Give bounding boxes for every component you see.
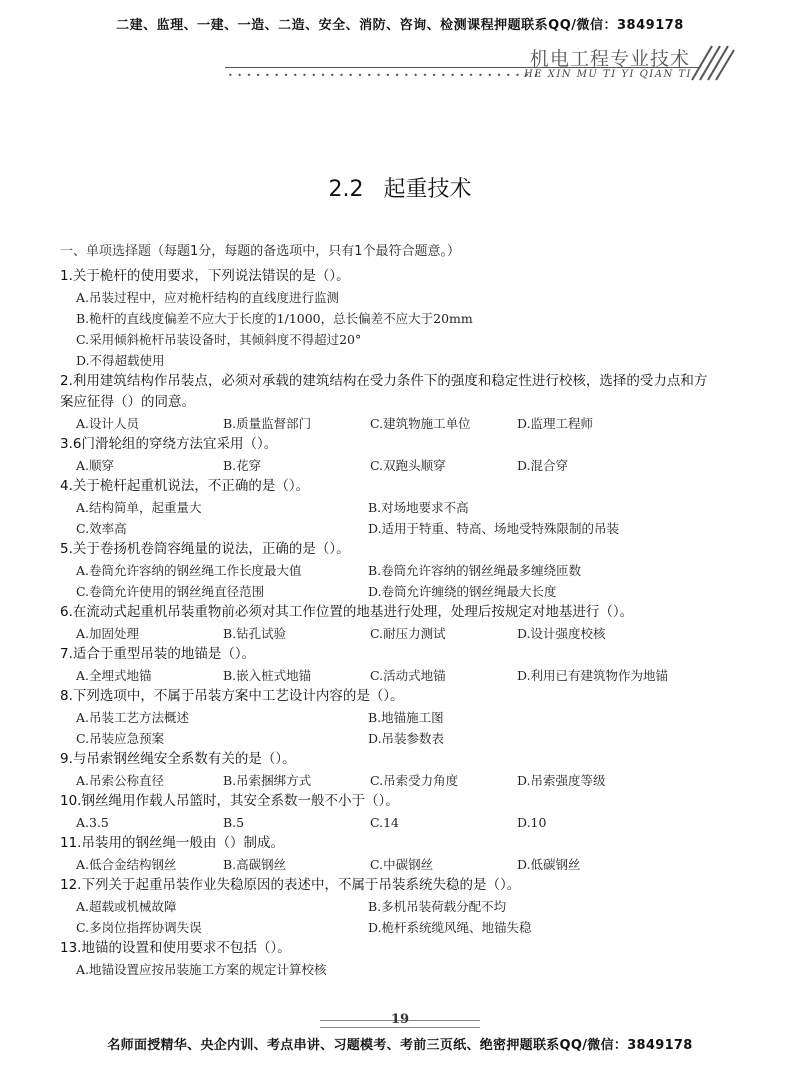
option-c: C.效率高: [76, 521, 127, 536]
question-9: [60, 749, 720, 791]
option-c: C.中碳钢丝: [370, 857, 434, 872]
option-a: A.超载或机械故障: [76, 899, 177, 914]
section-title: [0, 172, 800, 203]
option-a: A.顺穿: [76, 458, 115, 473]
question-stem: 7.适合于重型吊装的地锚是（）。: [60, 646, 256, 662]
question-1: [60, 266, 720, 371]
option-a: A.卷筒允许容纳的钢丝绳工作长度最大值: [76, 563, 302, 578]
question-stem: 8.下列选项中，不属于吊装方案中工艺设计内容的是（）。: [60, 688, 404, 704]
option-a: A.3.5: [76, 815, 109, 830]
question-stem: 1.关于桅杆的使用要求，下列说法错误的是（）。: [60, 268, 350, 284]
option-b: B.嵌入桩式地锚: [223, 668, 312, 683]
instructions-lead: 一、单项选择题: [60, 244, 152, 259]
option-d: D.10: [517, 815, 547, 830]
header-stripe-icon: [688, 42, 736, 82]
option-d: D.设计强度校核: [517, 626, 606, 641]
question-stem: 2.利用建筑结构作吊装点，必须对承载的建筑结构在受力条件下的强度和稳定性进行校核，选择的受力点和方案应征得（）的同意。: [60, 373, 708, 410]
option-b: B.多机吊装荷载分配不均: [368, 899, 507, 914]
option-c: C.卷筒允许使用的钢丝绳直径范围: [76, 584, 265, 599]
option-c: C.采用倾斜桅杆吊装设备时，其倾斜度不得超过20°: [76, 332, 362, 347]
question-stem: 4.关于桅杆起重机说法，不正确的是（）。: [60, 478, 310, 494]
option-d: D.吊装参数表: [368, 731, 445, 746]
question-12: [60, 875, 720, 938]
question-11: [60, 833, 720, 875]
top-banner: 二建、监理、一建、一造、二造、安全、消防、咨询、检测课程押题联系QQ/微信：3849178: [116, 18, 684, 33]
question-stem: 13.地锚的设置和使用要求不包括（）。: [60, 940, 291, 956]
option-c: C.耐压力测试: [370, 626, 446, 641]
section-name: 起重技术: [383, 177, 472, 202]
question-7: [60, 644, 720, 686]
option-d: D.桅杆系统缆风绳、地锚失稳: [368, 920, 532, 935]
question-stem: 11.吊装用的钢丝绳一般由（）制成。: [60, 835, 284, 851]
option-d: D.利用已有建筑物作为地锚: [517, 668, 669, 683]
option-b: B.质量监督部门: [223, 416, 312, 431]
question-stem: 6.在流动式起重机吊装重物前必须对其工作位置的地基进行处理，处理后按规定对地基进行（）。: [60, 604, 634, 620]
option-c: C.建筑物施工单位: [370, 416, 471, 431]
option-d: D.吊索强度等级: [517, 773, 606, 788]
option-b: B.对场地要求不高: [368, 500, 469, 515]
question-stem: 12.下列关于起重吊装作业失稳原因的表述中，不属于吊装系统失稳的是（）。: [60, 877, 521, 893]
option-a: A.吊索公称直径: [76, 773, 165, 788]
question-6: [60, 602, 720, 644]
option-d: D.低碳钢丝: [517, 857, 581, 872]
question-8: [60, 686, 720, 749]
option-d: D.监理工程师: [517, 416, 594, 431]
option-c: C.吊装应急预案: [76, 731, 165, 746]
option-a: A.加固处理: [76, 626, 140, 641]
question-5: [60, 539, 720, 602]
option-c: C.双跑头顺穿: [370, 458, 446, 473]
bottom-banner: 名师面授精华、央企内训、考点串讲、习题模考、考前三页纸、绝密押题联系QQ/微信：3849178: [107, 1038, 693, 1053]
instructions: [60, 242, 720, 262]
question-stem: 9.与吊索钢丝绳安全系数有关的是（）。: [60, 751, 296, 767]
option-b: B.地锚施工图: [368, 710, 444, 725]
option-b: B.吊索捆绑方式: [223, 773, 312, 788]
option-b: B.卷筒允许容纳的钢丝绳最多缠绕匝数: [368, 563, 582, 578]
option-b: B.花穿: [223, 458, 262, 473]
question-10: [60, 791, 720, 833]
question-13: [60, 938, 720, 980]
option-c: C.14: [370, 815, 399, 830]
option-d: D.不得超载使用: [76, 353, 165, 368]
option-b: B.高碳钢丝: [223, 857, 287, 872]
question-4: [60, 476, 720, 539]
option-d: D.卷筒允许缠绕的钢丝绳最大长度: [368, 584, 557, 599]
header-title: 机电工程专业技术: [529, 48, 690, 70]
option-a: A.设计人员: [76, 416, 140, 431]
option-a: A.地锚设置应按吊装施工方案的规定计算校核: [76, 962, 327, 977]
instructions-note: （每题1分，每题的备选项中，只有1个最符合题意。）: [151, 244, 461, 259]
question-3: [60, 434, 720, 476]
option-a: A.结构简单，起重量大: [76, 500, 202, 515]
option-c: C.吊索受力角度: [370, 773, 459, 788]
option-b: B.5: [223, 815, 245, 830]
page-number: 19: [390, 1012, 410, 1027]
option-b: B.钻孔试验: [223, 626, 287, 641]
question-stem: 10.钢丝绳用作载人吊篮时，其安全系数一般不小于（）。: [60, 793, 399, 809]
option-c: C.活动式地锚: [370, 668, 446, 683]
option-b: B.桅杆的直线度偏差不应大于长度的1/1000，总长偏差不应大于20mm: [76, 311, 473, 326]
section-number: 2.2: [328, 177, 364, 202]
option-a: A.吊装工艺方法概述: [76, 710, 190, 725]
option-a: A.全埋式地锚: [76, 668, 152, 683]
option-d: D.混合穿: [517, 458, 569, 473]
option-a: A.吊装过程中，应对桅杆结构的直线度进行监测: [76, 290, 340, 305]
question-list: [60, 242, 720, 980]
question-stem: 3.6门滑轮组的穿绕方法宜采用（）。: [60, 436, 278, 452]
option-a: A.低合金结构钢丝: [76, 857, 177, 872]
question-2: [60, 371, 720, 434]
option-d: D.适用于特重、特高、场地受特殊限制的吊装: [368, 521, 620, 536]
question-stem: 5.关于卷扬机卷筒容绳量的说法，正确的是（）。: [60, 541, 350, 557]
header-dot-ornament: • • • • • • • • • • • • • • • • • • • • • • • • • • • • • • • • • •: [228, 71, 540, 80]
option-c: C.多岗位指挥协调失误: [76, 920, 202, 935]
header-subtitle: HE XIN MU TI YI QIAN TI: [524, 69, 692, 80]
